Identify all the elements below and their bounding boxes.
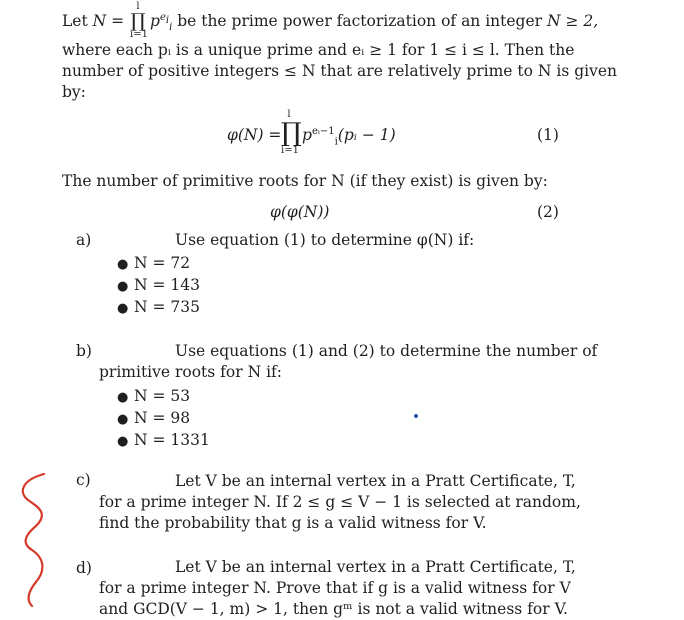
equation-1-number: (1) bbox=[537, 126, 559, 144]
part-b-label: b) bbox=[76, 342, 92, 360]
intro-line-1-text: be the prime power factorization of an integer bbox=[177, 12, 543, 31]
part-b-text-line-2: primitive roots for N if: bbox=[99, 363, 282, 381]
equation-2: φ(φ(N)) bbox=[270, 203, 330, 221]
product-sign: ∏ bbox=[130, 10, 146, 32]
intro-line-1-rest bbox=[150, 12, 598, 33]
equation-1-base: p bbox=[302, 126, 312, 145]
part-c-line-1: Let V be an internal vertex in a Pratt Certificate, T, bbox=[175, 472, 576, 490]
intro-prime-power: $p^{e_i}_i$ bbox=[150, 12, 173, 34]
equation-2-number: (2) bbox=[537, 203, 559, 221]
equation-1-exponent: eᵢ−1 bbox=[311, 126, 335, 137]
bullet-icon: ● bbox=[117, 390, 129, 405]
bullet-icon: ● bbox=[117, 279, 129, 294]
intro-condition: N ≥ 2, bbox=[547, 12, 599, 31]
part-c-label: c) bbox=[76, 471, 91, 489]
intro-product-upper: l bbox=[136, 1, 140, 12]
product-sign: ∏ bbox=[281, 118, 302, 148]
bullet-icon: ● bbox=[117, 434, 129, 449]
part-d-line-1: Let V be an internal vertex in a Pratt Certificate, T, bbox=[175, 558, 576, 576]
stray-dot bbox=[414, 414, 418, 418]
part-b-item-2: N = 98 bbox=[134, 409, 191, 427]
equation-1-tail: (pᵢ − 1) bbox=[337, 126, 396, 145]
intro-n-equals: N = bbox=[92, 12, 125, 30]
part-a-item-2: N = 143 bbox=[134, 276, 200, 294]
primitive-roots-sentence: The number of primitive roots for N (if they exist) is given by: bbox=[62, 172, 548, 190]
intro-line-3: number of positive integers ≤ N that are relatively prime to N is given bbox=[62, 62, 618, 80]
handwritten-squiggle bbox=[14, 470, 54, 610]
part-a-text: Use equation (1) to determine φ(N) if: bbox=[175, 231, 475, 249]
part-a-item-1: N = 72 bbox=[134, 254, 191, 272]
part-c-line-2: for a prime integer N. If 2 ≤ g ≤ V − 1 is selected at random, bbox=[99, 493, 581, 511]
part-d-line-3: and GCD(V − 1, m) > 1, then gᵐ is not a valid witness for V. bbox=[99, 600, 568, 618]
part-b-text-line-1: Use equations (1) and (2) to determine the number of bbox=[175, 342, 598, 360]
part-d-line-2: for a prime integer N. Prove that if g is a valid witness for V bbox=[99, 579, 571, 597]
bullet-icon: ● bbox=[117, 412, 129, 427]
intro-line-2: where each pᵢ is a unique prime and eᵢ ≥ 1 for 1 ≤ i ≤ l. Then the bbox=[62, 41, 575, 59]
part-a-item-3: N = 735 bbox=[134, 298, 200, 316]
equation-1-rhs bbox=[302, 126, 396, 147]
part-d-label: d) bbox=[76, 559, 92, 577]
part-b-item-3: N = 1331 bbox=[134, 431, 210, 449]
intro-product-lower: i=1 bbox=[130, 29, 148, 40]
bullet-icon: ● bbox=[117, 257, 129, 272]
equation-1-product-upper: l bbox=[287, 109, 291, 120]
part-c-line-3: find the probability that g is a valid witness for V. bbox=[99, 514, 487, 532]
intro-let: Let bbox=[62, 12, 88, 30]
intro-product-symbol bbox=[130, 2, 146, 40]
equation-1-product bbox=[281, 109, 302, 156]
part-b-item-1: N = 53 bbox=[134, 387, 191, 405]
equation-1-product-lower: i=1 bbox=[281, 145, 299, 156]
equation-1-subscript: i bbox=[334, 136, 338, 148]
equation-1-lhs: φ(N) = bbox=[227, 126, 282, 144]
part-a-label: a) bbox=[76, 231, 92, 249]
intro-line-1 bbox=[62, 12, 124, 30]
bullet-icon: ● bbox=[117, 301, 129, 316]
intro-line-4: by: bbox=[62, 83, 86, 101]
